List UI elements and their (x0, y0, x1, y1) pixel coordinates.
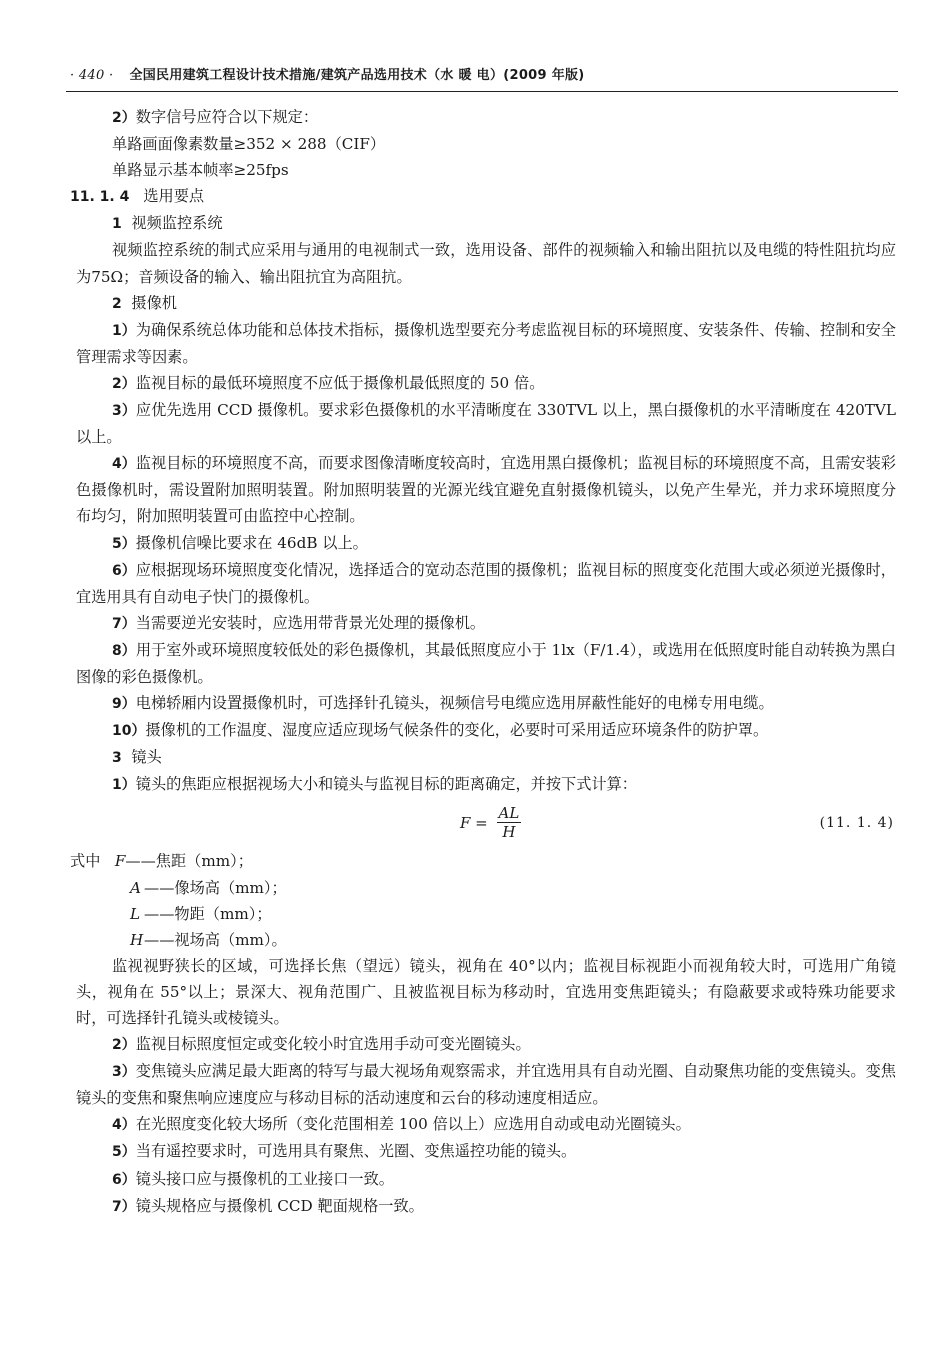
list-item: 1）为确保系统总体功能和总体技术指标，摄像机选型要充分考虑监视目标的环境照度、安装条件、传输、控制和安全管理需求等因素。 (76, 320, 896, 366)
list-item: 4）在光照度变化较大场所（变化范围相差 100 倍以上）应选用自动或电动光圈镜头。 (112, 1115, 691, 1134)
variable-definition: A ——像场高（mm）； (130, 878, 287, 897)
list-item: 7）当需要逆光安装时，应选用带背景光处理的摄像机。 (112, 613, 486, 632)
list-item: 1）镜头的焦距应根据视场大小和镜头与监视目标的距离确定，并按下式计算： (112, 775, 637, 794)
page-header (70, 64, 900, 86)
paragraph: 监视视野狭长的区域，可选择长焦（望远）镜头，视角在 40°以内；监视目标视距小而视角较大时，可选用广角镜头，视角在 55°以上；景深大、视角范围广、且被监视目标为移动时，宜选用变焦距镜头；有隐蔽要求或特殊功能要求时，可选择针孔镜头或棱镜头。 (76, 956, 896, 1027)
page-body (70, 104, 896, 1220)
formula (76, 798, 896, 848)
list-item: 10）摄像机的工作温度、湿度应适应现场气候条件的变化，必要时可采用适应环境条件的防护罩。 (112, 721, 769, 740)
list-item: 3）应优先选用 CCD 摄像机。要求彩色摄像机的水平清晰度在 330TVL 以上，黑白摄像机的水平清晰度在 420TVL 以上。 (76, 401, 896, 447)
variable-definition: H——视场高（mm）。 (130, 930, 287, 949)
paragraph: 视频监控系统的制式应采用与通用的电视制式一致，选用设备、部件的视频输入和输出阻抗以及电缆的特性阻抗均应为75Ω；音频设备的输入、输出阻抗宜为高阻抗。 (76, 241, 896, 286)
variable-definition: L ——物距（mm）； (130, 904, 272, 923)
formula-numerator: AL (498, 804, 520, 823)
list-item: 9）电梯轿厢内设置摄像机时，可选择针孔镜头，视频信号电缆应选用屏蔽性能好的电梯专用电缆。 (112, 694, 774, 713)
subheading: 2 摄像机 (112, 293, 177, 312)
list-item: 6）应根据现场环境照度变化情况，选择适合的宽动态范围的摄像机；监视目标的照度变化范围大或必须逆光摄像时，宜选用具有自动电子快门的摄像机。 (76, 560, 896, 606)
book-title: 全国民用建筑工程设计技术措施/建筑产品选用技术（水 暖 电）(2009 年版) (129, 68, 585, 83)
list-item: 4）监视目标的环境照度不高，而要求图像清晰度较高时，宜选用黑白摄像机；监视目标的环境照度不高，且需安装彩色摄像机时，需设置附加照明装置。附加照明装置的光源光线宜避免直射摄像机镜头，以免产生晕光，并力求环境照度分布均匀，附加照明装置可由监控中心控制。 (76, 454, 896, 526)
paragraph: 单路显示基本帧率≥25fps (112, 161, 289, 180)
subheading: 3 镜头 (112, 748, 162, 767)
header-rule (66, 91, 898, 92)
paragraph: 2）数字信号应符合以下规定： (112, 108, 318, 126)
where-label: 式中 F——焦距（mm）； (70, 852, 253, 871)
formula-denominator: H (502, 823, 516, 842)
list-item: 6）镜头接口应与摄像机的工业接口一致。 (112, 1169, 394, 1188)
formula-expression (460, 804, 521, 841)
list-item: 5）摄像机信噪比要求在 46dB 以上。 (112, 533, 368, 552)
list-item: 8）用于室外或环境照度较低处的彩色摄像机，其最低照度应小于 1lx（F/1.4），或选用在低照度时能自动转换为黑白图像的彩色摄像机。 (76, 640, 896, 686)
list-item: 2）监视目标照度恒定或变化较小时宜选用手动可变光圈镜头。 (112, 1035, 531, 1054)
list-item: 2）监视目标的最低环境照度不应低于摄像机最低照度的 50 倍。 (112, 373, 545, 392)
list-item: 7）镜头规格应与摄像机 CCD 靶面规格一致。 (112, 1196, 424, 1215)
list-item: 3）变焦镜头应满足最大距离的特写与最大视场角观察需求，并宜选用具有自动光圈、自动聚焦功能的变焦镜头。变焦镜头的变焦和聚焦响应速度应与移动目标的活动速度和云台的移动速度相适应。 (76, 1062, 896, 1108)
section-heading: 11. 1. 4 选用要点 (70, 187, 205, 206)
paragraph: 单路画面像素数量≥352 × 288（CIF） (112, 135, 386, 154)
equation-number: (11. 1. 4) (819, 815, 894, 832)
page-number: · 440 · (70, 68, 114, 83)
list-item: 5）当有遥控要求时，可选用具有聚焦、光圈、变焦遥控功能的镜头。 (112, 1142, 577, 1161)
formula-lhs: F = (460, 813, 488, 832)
subheading: 1 视频监控系统 (112, 214, 223, 233)
formula-fraction (497, 804, 522, 841)
